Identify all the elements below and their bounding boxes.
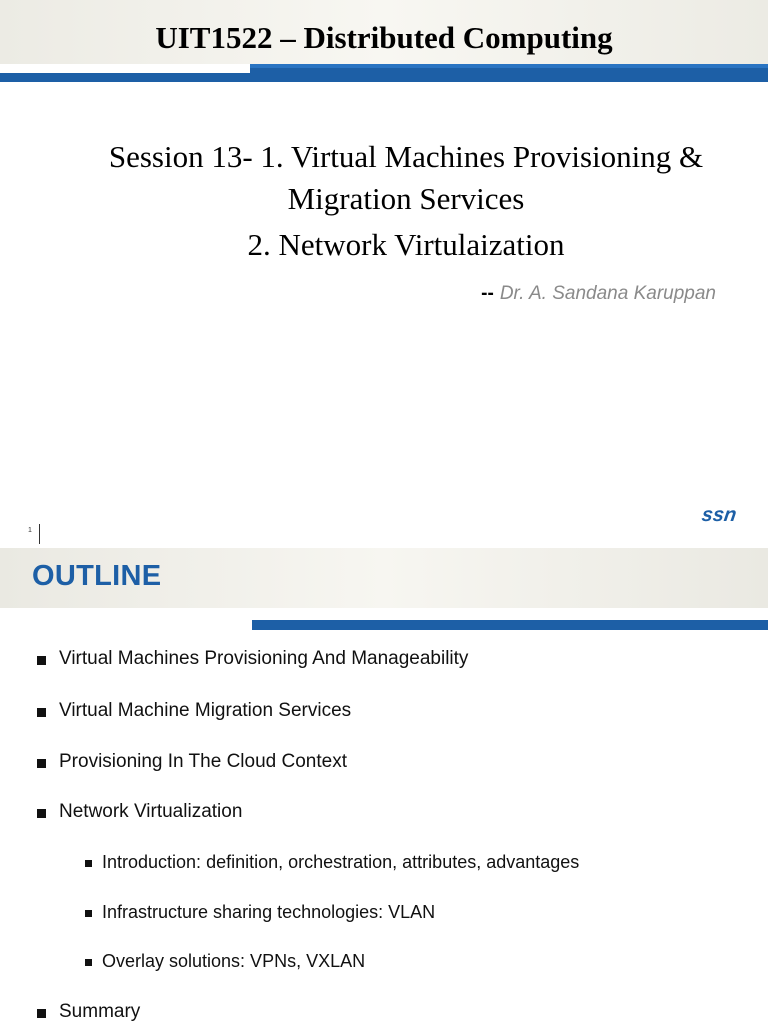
bullet-square-icon bbox=[37, 656, 46, 665]
logo-text: ssn bbox=[700, 504, 738, 526]
list-item-text: Virtual Machines Provisioning And Manageability bbox=[59, 648, 469, 669]
bullet-square-icon bbox=[37, 708, 46, 717]
header-accent-bar bbox=[252, 620, 768, 630]
bullet-square-icon bbox=[85, 959, 92, 966]
sub-list-item-text: Infrastructure sharing technologies: VLAN bbox=[102, 902, 436, 922]
list-item-text: Summary bbox=[59, 1001, 141, 1022]
list-item bbox=[37, 648, 469, 670]
slide-header bbox=[0, 548, 768, 608]
session-title bbox=[40, 136, 768, 220]
header-accent-gap bbox=[0, 64, 250, 73]
list-item bbox=[37, 801, 243, 823]
sub-list-item bbox=[85, 902, 436, 923]
header-accent-highlight bbox=[250, 64, 768, 68]
author-line bbox=[0, 283, 716, 305]
course-title: UIT1522 – Distributed Computing bbox=[155, 20, 613, 55]
sub-list-item-text: Introduction: definition, orchestration, attributes, advantages bbox=[102, 852, 580, 872]
page-number: 1 bbox=[28, 527, 32, 534]
session-subtitle: 2. Network Virtulaization bbox=[247, 227, 565, 262]
page-number-divider bbox=[39, 524, 40, 544]
session-title-line-2: Migration Services bbox=[287, 181, 525, 216]
ssn-logo bbox=[700, 500, 750, 528]
list-item-text: Provisioning In The Cloud Context bbox=[59, 751, 347, 772]
sub-list-item bbox=[85, 951, 366, 972]
sub-list-item bbox=[85, 852, 580, 873]
slide-title: OUTLINE bbox=[32, 560, 162, 592]
author-name: Dr. A. Sandana Karuppan bbox=[499, 283, 716, 304]
bullet-square-icon bbox=[85, 910, 92, 917]
author-prefix: -- bbox=[481, 283, 494, 304]
bullet-square-icon bbox=[85, 860, 92, 867]
bullet-square-icon bbox=[37, 1009, 46, 1018]
outline-slide bbox=[0, 548, 768, 1024]
slide-header bbox=[0, 0, 768, 64]
list-item-text: Virtual Machine Migration Services bbox=[59, 700, 352, 721]
list-item-text: Network Virtualization bbox=[59, 801, 243, 822]
list-item bbox=[37, 751, 347, 773]
session-title-line-1: Session 13- 1. Virtual Machines Provisioning & bbox=[108, 139, 704, 174]
list-item bbox=[37, 700, 352, 722]
bullet-square-icon bbox=[37, 809, 46, 818]
sub-list-item-text: Overlay solutions: VPNs, VXLAN bbox=[102, 951, 366, 971]
bullet-square-icon bbox=[37, 759, 46, 768]
list-item bbox=[37, 1001, 141, 1023]
